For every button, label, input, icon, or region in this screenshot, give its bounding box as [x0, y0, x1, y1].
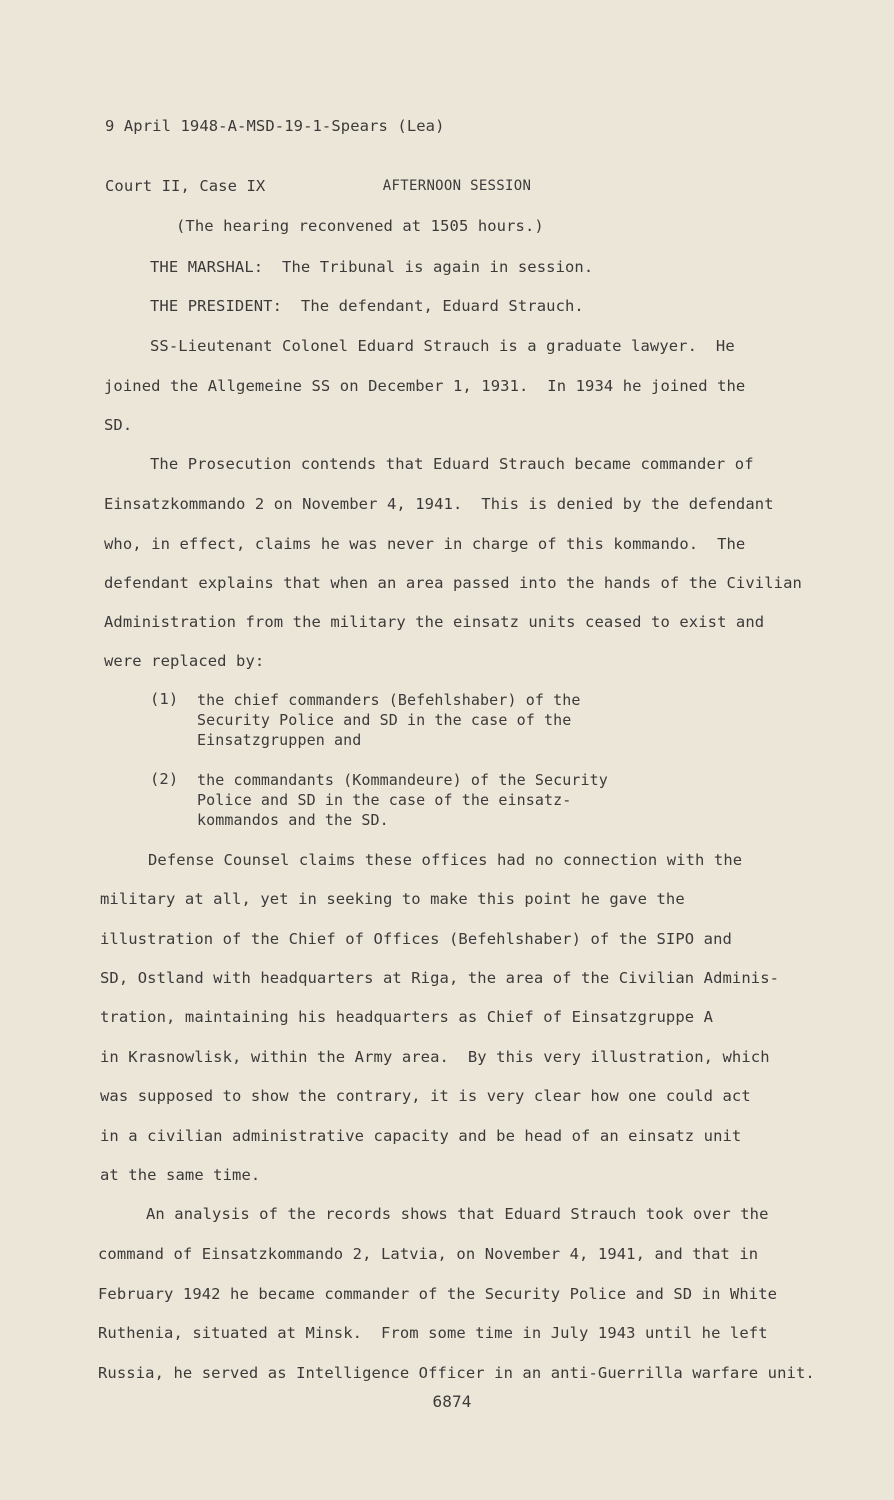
list-item [197, 770, 608, 830]
session-title: AFTERNOON SESSION [382, 178, 532, 194]
paragraph-line: SD, Ostland with headquarters at Riga, the area of the Civilian Adminis- [100, 969, 780, 987]
paragraph-line: Russia, he served as Intelligence Officer in an anti-Guerrilla warfare unit. [98, 1364, 815, 1382]
list-item-line: the chief commanders (Befehlshaber) of the [197, 691, 581, 709]
paragraph-line: illustration of the Chief of Offices (Befehlshaber) of the SIPO and [100, 930, 732, 948]
paragraph-line: February 1942 he became commander of the Security Police and SD in White [98, 1285, 778, 1303]
paragraph-line: defendant explains that when an area passed into the hands of the Civilian [104, 574, 802, 592]
document-header [105, 76, 445, 236]
paragraph-line: in Krasnowlisk, within the Army area. By this very illustration, which [100, 1048, 770, 1066]
paragraph-line: SD. [104, 416, 133, 434]
paragraph-line: who, in effect, claims he was never in charge of this kommando. The [104, 535, 746, 553]
paragraph-line: An analysis of the records shows that Eduard Strauch took over the [146, 1205, 769, 1223]
list-item-line: Einsatzgruppen and [197, 731, 362, 749]
intro-line: THE PRESIDENT: The defendant, Eduard Strauch. [150, 297, 584, 315]
list-item-number: (2) [150, 770, 179, 788]
paragraph-line: Ruthenia, situated at Minsk. From some time in July 1943 until he left [98, 1324, 768, 1342]
intro-line: THE MARSHAL: The Tribunal is again in session. [150, 258, 594, 276]
paragraph-line: in a civilian administrative capacity and be head of an einsatz unit [100, 1127, 742, 1145]
paragraph-line: was supposed to show the contrary, it is very clear how one could act [100, 1087, 751, 1105]
page-number: 6874 [432, 1392, 472, 1411]
paragraph-line: Einsatzkommando 2 on November 4, 1941. This is denied by the defendant [104, 495, 774, 513]
list-item-number: (1) [150, 690, 179, 708]
header-line-date-reference: 9 April 1948-A-MSD-19-1-Spears (Lea) [105, 117, 445, 135]
paragraph-line: at the same time. [100, 1166, 261, 1184]
paragraph-line: joined the Allgemeine SS on December 1, 1931. In 1934 he joined the [104, 377, 746, 395]
paragraph-line: Defense Counsel claims these offices had no connection with the [148, 851, 743, 869]
paragraph-line: SS-Lieutenant Colonel Eduard Strauch is a graduate lawyer. He [150, 337, 735, 355]
paragraph-line: tration, maintaining his headquarters as Chief of Einsatzgruppe A [100, 1008, 714, 1026]
intro-line: (The hearing reconvened at 1505 hours.) [176, 217, 544, 235]
list-item-line: the commandants (Kommandeure) of the Security [197, 771, 608, 789]
list-item-line: Security Police and SD in the case of the [197, 711, 572, 729]
list-item-line: kommandos and the SD. [197, 811, 389, 829]
list-item-line: Police and SD in the case of the einsatz- [197, 791, 572, 809]
paragraph-line: were replaced by: [104, 652, 265, 670]
list-item [197, 690, 581, 750]
header-line-court-case: Court II, Case IX [105, 177, 266, 195]
paragraph-line: command of Einsatzkommando 2, Latvia, on November 4, 1941, and that in [98, 1245, 759, 1263]
paragraph-line: The Prosecution contends that Eduard Strauch became commander of [150, 455, 754, 473]
paragraph-line: military at all, yet in seeking to make this point he gave the [100, 890, 685, 908]
paragraph-line: Administration from the military the einsatz units ceased to exist and [104, 613, 765, 631]
